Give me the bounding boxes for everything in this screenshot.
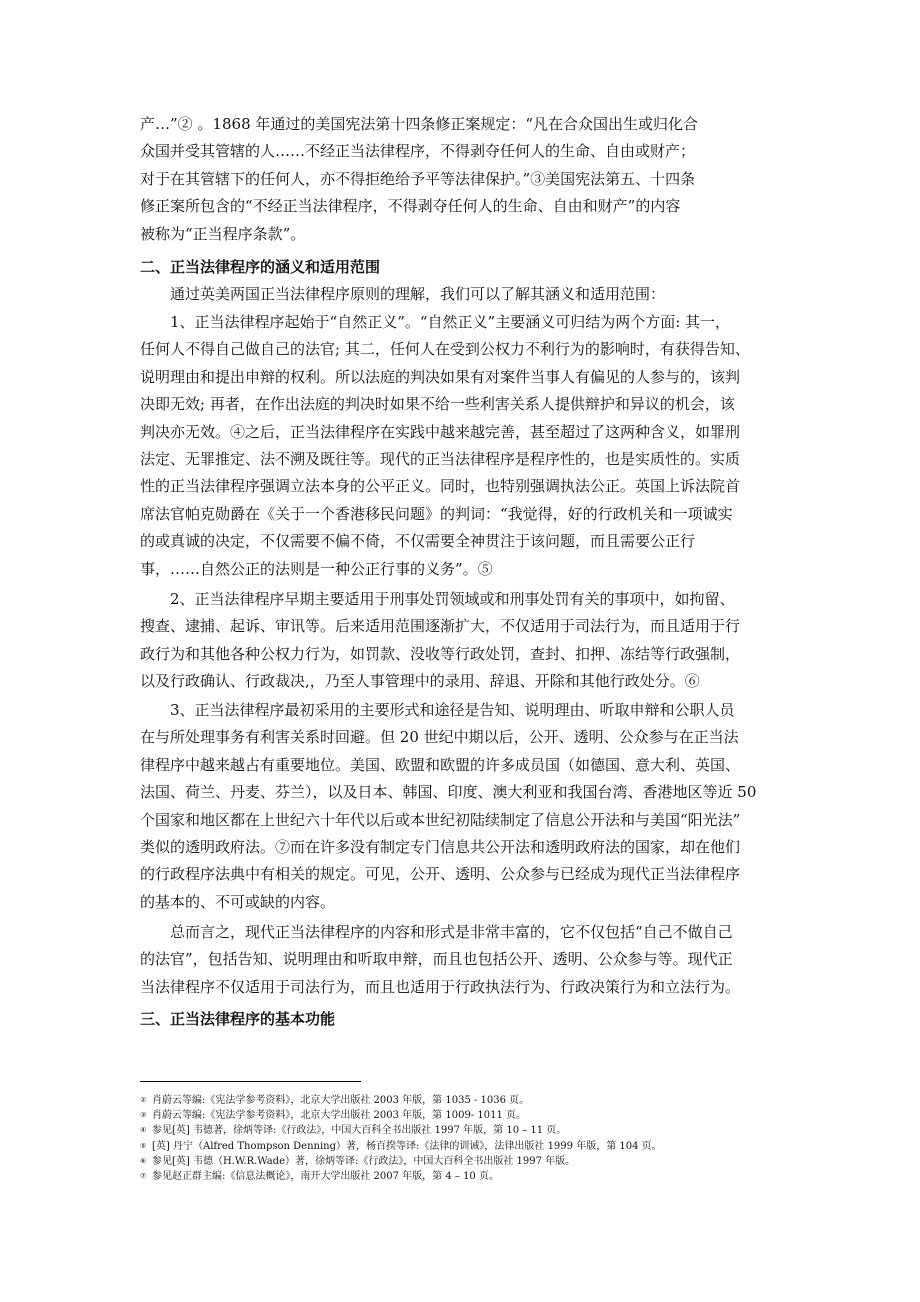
footnote	[140, 1108, 790, 1123]
footnote-text: 肖蔚云等编:《宪法学参考资料》，北京大学出版社 2003 年版，第 1035 - 1036 页。	[152, 1095, 530, 1106]
footnote-divider	[140, 1081, 361, 1082]
footnote	[140, 1154, 790, 1169]
footnote-text: 参见[英] 韦德著，徐炳等译:《行政法》，中国大百科全书出版社 1997 年版，第 10 – 11 页。	[152, 1125, 567, 1137]
section-heading-2: 二、正当法律程序的涵义和适用范围	[140, 258, 381, 276]
text-line: 判决亦无效。④之后，正当法律程序在实践中越来越完善，甚至超过了这两种含义，如罪刑	[140, 422, 741, 441]
footnote-text: 肖蔚云等编:《宪法学参考资料》，北京大学出版社 2003 年版，第 1009- 1011 页。	[152, 1110, 526, 1122]
text-line: 总而言之，现代正当法律程序的内容和形式是非常丰富的，它不仅包括“自己不做自己	[170, 923, 733, 941]
text-line: 2、正当法律程序早期主要适用于刑事处罚领域或和刑事处罚有关的事项中，如拘留、	[170, 590, 735, 608]
paragraph-point-1	[140, 309, 790, 583]
text-line: 律程序中越来越占有重要地位。美国、欧盟和欧盟的许多成员国（如德国、意大利、英国、	[140, 755, 741, 774]
footnote-mark: ③	[140, 1111, 147, 1120]
text-line: 在与所处理事务有利害关系时回避。但 20 世纪中期以后，公开、透明、公众参与在正当法	[140, 728, 739, 747]
text-line: 的或真诚的决定，不仅需要不偏不倚，不仅需要全神贯注于该问题，而且需要公正行	[140, 532, 696, 551]
text-line: 席法官帕克勋爵在《关于一个香港移民问题》的判词：“我觉得，好的行政机关和一项诚实	[140, 504, 733, 523]
paragraph-us-constitution	[140, 111, 790, 248]
footnote	[140, 1093, 790, 1108]
footnote	[140, 1123, 790, 1138]
text-line: 类似的透明政府法。⑦而在许多没有制定专门信息共公开法和透明政府法的国家，却在他们	[140, 838, 741, 857]
footnote-mark: ⑤	[140, 1141, 147, 1150]
text-line: 法国、荷兰、丹麦、芬兰），以及日本、韩国、印度、澳大利亚和我国台湾、香港地区等近 50	[140, 783, 757, 802]
footnote-mark: ⑦	[140, 1172, 147, 1181]
footnote	[140, 1139, 790, 1154]
text-line: 的基本的、不可或缺的内容。	[140, 892, 336, 911]
footnote	[140, 1169, 790, 1184]
text-line: 性的正当法律程序强调立法本身的公平正义。同时，也特别强调执法公正。英国上诉法院首	[140, 477, 741, 496]
text-line: 的法官”，包括告知、说明理由和听取申辩，而且也包括公开、透明、公众参与等。现代正	[140, 950, 733, 969]
footnote-mark: ②	[140, 1096, 147, 1104]
text-line: 政行为和其他各种公权力行为，如罚款、没收等行政处罚，查封、扣押、冻结等行政强制，	[140, 644, 741, 663]
text-line: 众国并受其管辖的人……不经正当法律程序，不得剥夺任何人的生命、自由或财产；	[140, 142, 696, 161]
footnote-mark: ⑥	[140, 1156, 147, 1165]
text-line: 事，……自然公正的法则是一种公正行事的义务”。⑤	[140, 559, 493, 578]
paragraph-point-2	[140, 586, 790, 696]
section-heading-3: 三、正当法律程序的基本功能	[140, 1010, 336, 1028]
footnotes	[140, 1093, 790, 1184]
text-line: 法定、无罪推定、法不溯及既往等。现代的正当法律程序是程序性的，也是实质性的。实质	[140, 450, 741, 469]
text-line: 修正案所包含的“不经正当法律程序，不得剥夺任何人的生命、自由和财产”的内容	[140, 197, 681, 216]
text-line: 当法律程序不仅适用于司法行为，而且也适用于行政执法行为、行政决策行为和立法行为。	[140, 977, 741, 996]
text-line: 以及行政确认、行政裁决,，乃至人事管理中的录用、辞退、开除和其他行政处分。⑥	[140, 672, 700, 691]
footnote-text: 参见赵正群主编:《信息法概论》，南开大学出版社 2007 年版，第 4 – 10 页。	[152, 1171, 499, 1183]
text-line: 3、正当法律程序最初采用的主要形式和途径是告知、说明理由、听取申辩和公职人员	[170, 701, 735, 719]
text-line: 决即无效; 再者，在作出法庭的判决时如果不给一些利害关系人提供辩护和异议的机会，该	[140, 395, 735, 414]
text-line: 说明理由和提出申辩的权利。所以法庭的判决如果有对案件当事人有偏见的人参与的，该判	[140, 367, 741, 386]
footnote-text: [英] 丹宁（Alfred Thompson Denning）著，杨百揆等译:《法律的训诫》，法律出版社 1999 年版，第 104 页。	[152, 1140, 662, 1152]
text-line: 搜查、逮捕、起诉、审讯等。后来适用范围逐渐扩大，不仅适用于司法行为，而且适用于行	[140, 617, 741, 636]
text-line: 的行政程序法典中有相关的规定。可见，公开、透明、公众参与已经成为现代正当法律程序	[140, 865, 741, 884]
text-line: 对于在其管辖下的任何人，亦不得拒绝给予平等法律保护。”③美国宪法第五、十四条	[140, 169, 696, 188]
footnote-mark: ④	[140, 1126, 147, 1135]
text-line: 1、正当法律程序起始于“自然正义”。“自然正义”主要涵义可归结为两个方面: 其一，	[170, 313, 731, 331]
paragraph-summary	[140, 919, 790, 1001]
text-line: 任何人不得自己做自己的法官; 其二，任何人在受到公权力不利行为的影响时，有获得告知、	[140, 340, 750, 359]
text-line: 通过英美两国正当法律程序原则的理解，我们可以了解其涵义和适用范围：	[170, 285, 666, 303]
text-line: 被称为“正当程序条款”。	[140, 224, 306, 243]
paragraph-point-3	[140, 697, 790, 916]
text-line: 产…”② 。1868 年通过的美国宪法第十四条修正案规定：“凡在合众国出生或归化合	[140, 115, 699, 133]
footnote-text: 参见[英] 韦德（H.W.R.Wade）著，徐炳等译:《行政法》，中国大百科全书出版社 1997 年版。	[152, 1155, 576, 1167]
text-line: 个国家和地区都在上世纪六十年代以后或本世纪初陆续制定了信息公开法和与美国“阳光法”	[140, 810, 741, 829]
paragraph-intro	[140, 281, 790, 308]
